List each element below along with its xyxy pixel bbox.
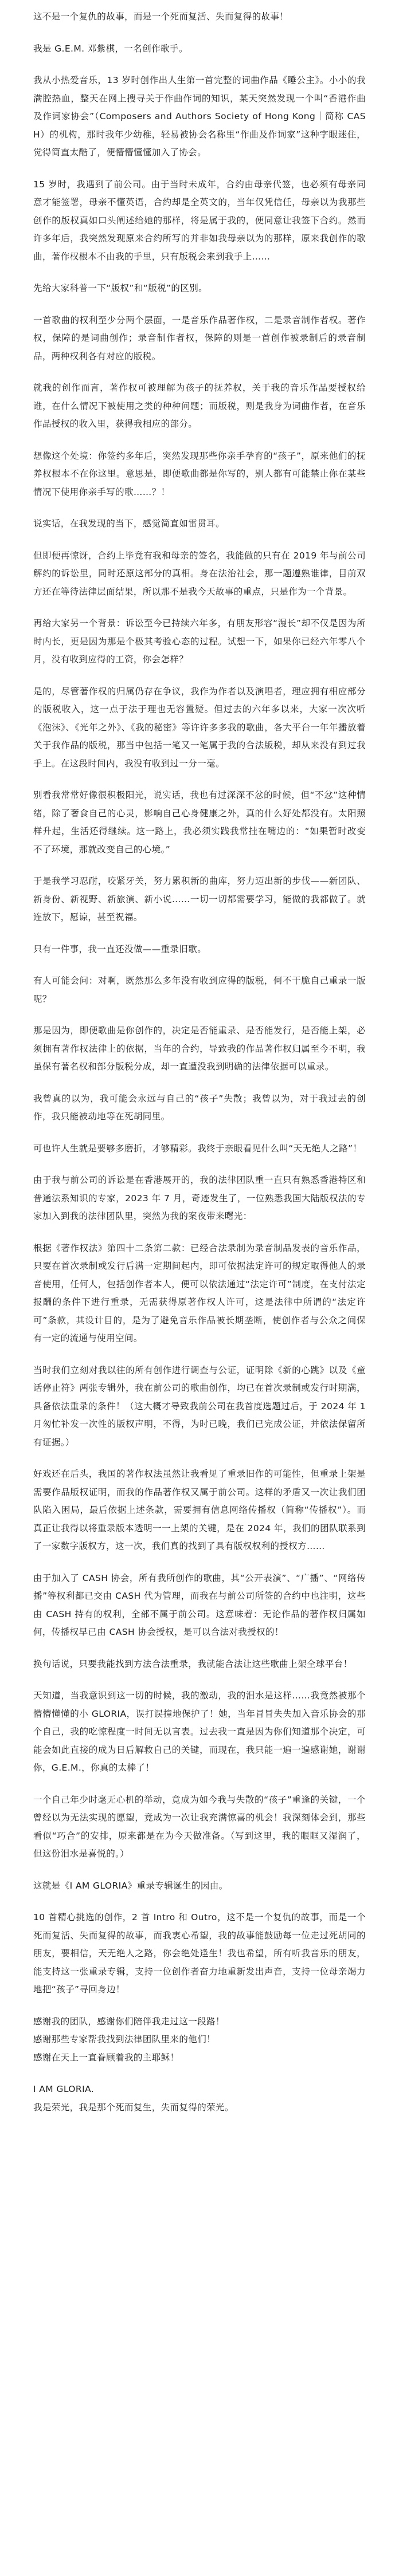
paragraph: 有人可能会问：对啊，既然那么多年没有收到应得的版税，何不干脆自己重录一版呢？ [33, 976, 366, 1004]
opening-paragraph: 这不是一个复仇的故事，而是一个死而复活、失而复得的故事！ [33, 11, 289, 22]
paragraph: 当时我们立刻对我以往的所有创作进行调查与公证，证明除《新的心跳》以及《童话停止符》两张专辑外，我在前公司的歌曲创作，均已在首次录制或发行时期满，具备依法重录的条件！（这大概才导致我前公司在我首度选题过后，于 2024 年 1 月匆忙补发一次性的版权声明，不得，为时已晚，我们已完成公证，并依法保留所有证据。） [33, 1364, 366, 1448]
paragraph: 别看我常常好像很积极阳光，说实话，我也有过深深不忿的时候，但“不忿”这种情绪，除了奢食自己的心灵，影响自己心身健康之外，真的什么好处都没有。太阳照样升起，生活还得继续。这一路上，我必须实践我常挂在嘴边的：“如果暂时改变不了环境，那就改变自己的心境。” [33, 790, 366, 855]
paragraph: 只有一件事，我一直还没做——重录旧歌。 [33, 943, 207, 954]
paragraph: 想像这个处境：你签约多年后，突然发现那些你亲手孕育的“孩子”，原来他们的抚养权根本不在你这里。意思是，即便歌曲都是你写的，别人都有可能禁止你在某些情况下使用你亲手写的歌……？！ [33, 450, 366, 497]
acknowledgements-paragraph: 感谢我的团队，感谢你们陪伴我走过这一段路！ 感谢那些专家帮我找到法律团队里来的他们！ 感谢在天上一直眷顾着我的主耶稣！ [33, 2016, 225, 2063]
paragraph: 天知道，当我意识到这一切的时候，我的激动，我的泪水是这样……我竟然被那个懵懵懂懂的小 GLORIA，误打误撞地保护了！她，当年冒冒失失加入音乐协会的那个自己，我的吃惊程度一时间无以言表。过去我一直是因为你们知道那个决定，可能会如此直接的成为日后解救自己的关键，而现在，我只能一遍一遍感谢她，谢谢你，G.E.M.，你真的太棒了！ [33, 1690, 366, 1773]
paragraph: 一个自己年少时毫无心机的举动，竟成为如今我与失散的“孩子”重逢的关键，一个曾经以为无法实现的愿望，竟成为一次让我充满惊喜的机会！我深刻体会到，那些看似“巧合”的安排，原来都是在为今天做准备。（写到这里，我的眼眶又湿润了，但这份泪水是喜悦的。） [33, 1794, 366, 1859]
paragraph: 10 首精心挑选的创作，2 首 Intro 和 Outro，这不是一个复仇的故事，而是一个死而复活、失而复得的故事，而我衷心希望，我的故事能鼓励每一位走过死胡同的朋友，要相信，天无绝人之路，你会绝处逢生！我也希望，所有听我音乐的朋友，能支持这一张重录专辑，支持一位创作者奋力地重新发出声音，支持一位母亲竭力地把“孩子”寻回身边！ [33, 1912, 366, 1995]
paragraph: 由于我与前公司的诉讼是在香港展开的，我的法律团队重一直只有熟悉香港特区和普通法系知识的专家，2023 年 7 月，奇迹发生了，一位熟悉我国大陆版权法的专家加入到我的法律团队里，突然为我的案夜带来曙光： [33, 1175, 366, 1221]
paragraph: 我曾真的以为，我可能会永远与自己的“孩子”失散；我曾以为，对于我过去的创作，我只能被动地等在死胡同里。 [33, 1093, 366, 1122]
paragraph: 但即便再惊讶，合约上毕竟有我和母亲的签名，我能做的只有在 2019 年与前公司解约的诉讼里，同时还原这部分的真相。身在法治社会，那一题遵熟谁律，目前双方还在等待法律层面结果，所以那不是我今天故事的重点，只是作为一个背景。 [33, 550, 366, 597]
paragraph: 是的，尽管著作权的归属仍存在争议，我作为作者以及演唱者，理应拥有相应部分的版税收入，这一点于法于理也无容置疑。但过去的六年多以来，大家一次次听《泡沫》、《光年之外》、《我的秘密》等许许多多我的歌曲，各大平台一年年播放着关于我作品的版税，那当中包括一笔又一笔属于我的合法版税，却从来没有到过我手上。在这段时间内，我没有收到过一分一毫。 [33, 686, 366, 769]
paragraph: 一首歌曲的权利至少分两个层面，一是音乐作品著作权，二是录音制作者权。著作权，保障的是词曲创作；录音制作者权，保障的则是一首创作被录制后的录音制品，两种权利各有对应的版税。 [33, 314, 366, 361]
paragraph: 说实话，在我发现的当下，感觉简直如雷贯耳。 [33, 518, 225, 529]
paragraph: 好戏还在后头，我国的著作权法虽然让我看见了重录旧作的可能性，但重录上架是需要作品版权证明，而我的作品著作权又属于前公司。这样的矛盾又一次让我们团队陷入困局，最后依据上述条款，需要拥有信息网络传播权（简称“传播权”）。而真正让我得以将重录版本透明一一上架的关键，是在 2024 年，我们的团队联系到了一家数字版权方，这一次，我们真的找到了具有版权权利的授权方…… [33, 1469, 366, 1551]
paragraph: 先给大家科普一下“版权”和“版税”的区别。 [33, 283, 208, 293]
intro-paragraph: 我是 G.E.M. 邓紫棋，一名创作歌手。 [33, 43, 188, 54]
paragraph: 我从小热爱音乐，13 岁时创作出人生第一首完整的词曲作品《睡公主》。小小的我满腔热血，整天在网上搜寻关于作曲作词的知识，某天突然发现一个叫“香港作曲及作词家协会”（Composers and Authors Society of Hong Kong｜简称 CASH）的机构，那时我年少幼稚，轻易被协会名称里“作曲及作词家”这种字眼迷住，觉得简直太酷了，便懵懵懂懂加入了协会。 [33, 75, 366, 158]
paragraph: 15 岁时，我遇到了前公司。由于当时未成年，合约由母亲代签，也必须有母亲同意才能签署，母亲不懂英语，合约却是全英文的，当年仅凭信任，母亲以为我那些创作的版权真如口头阐述给她的那样，将是属于我的，便同意让我签下合约。然而许多年后，我突然发现原来合约所写的并非如我母亲以为的那样，原来我创作的歌曲，著作权根本不由我的手里，只有版税会来到我手上…… [33, 179, 366, 262]
paragraph: 可也许人生就是要够多磨折，才够精彩。我终于亲眼看见什么叫“天无绝人之路”！ [33, 1143, 362, 1154]
signature-paragraph: I AM GLORIA. 我是荣光，我是那个死而复生，失而复得的荣光。 [33, 2084, 234, 2113]
article-body [33, 8, 366, 2117]
paragraph: 根据《著作权法》第四十二条第二款：已经合法录制为录音制品发表的音乐作品，只要在首次录制或发行后满一定期间起内，即可依据法定许可的规定取得他人的录音使用，任何人，包括创作者本人，便可以依法通过“法定许可”制度，在支付法定报酬的条件下进行重录，无需获得原著作权人许可，这是法律中所谓的“法定许可”条款，其设计目的，是为了避免音乐作品被长期垄断，使创作者与公众之间保有一定的流通与使用空间。 [33, 1242, 366, 1343]
paragraph: 于是我学习忍耐，咬紧牙关，努力累积新的曲库，努力迈出新的步伐——新团队、新身份、新视野、新旅演、新小说……一切一切都需要学习，能做的我都做了。就连放下，愿谅，甚至祝福。 [33, 876, 366, 922]
paragraph: 换句话说，只要我能找到方法合法重录，我就能合法让这些歌曲上架全球平台！ [33, 1658, 353, 1669]
paragraph: 这就是《I AM GLORIA》重录专辑诞生的因由。 [33, 1880, 228, 1891]
paragraph: 那是因为，即便歌曲是你创作的，决定是否能重录、是否能发行，是否能上架，必须拥有著作权法律上的依据，当年的合约，导致我的作品著作权归属至今不明，我虽保有著名权和部分版税分成，却一直遭没我到明确的法律依据可以重录。 [33, 1025, 366, 1072]
paragraph: 就我的创作而言，著作权可被理解为孩子的抚养权，关于我的音乐作品要授权给谁，在什么情况下被使用之类的种种问题；而版税，则是我身为词曲作者，在音乐作品授权的收入里，获得我相应的部分。 [33, 383, 366, 429]
paragraph: 由于加入了 CASH 协会，所有我所创作的歌曲，其“公开表演”、“广播”、“网络传播”等权利都已交由 CASH 代为管理，而我在与前公司所签的合约中也注明，这些由 CASH 持有的权利，全部不属于前公司。这意味着：无论作品的著作权归属如何，传播权早已由 CASH 协会授权，是可以合法对我授权的！ [33, 1572, 366, 1637]
paragraph: 再给大家另一个背景：诉讼至今已持续六年多，有朋友形容“漫长”却不仅是因为所时内长，更是因为那是个极其考验心态的过程。试想一下，如果你已经六年零八个月，没有收到应得的工资，你会怎样？ [33, 618, 366, 664]
